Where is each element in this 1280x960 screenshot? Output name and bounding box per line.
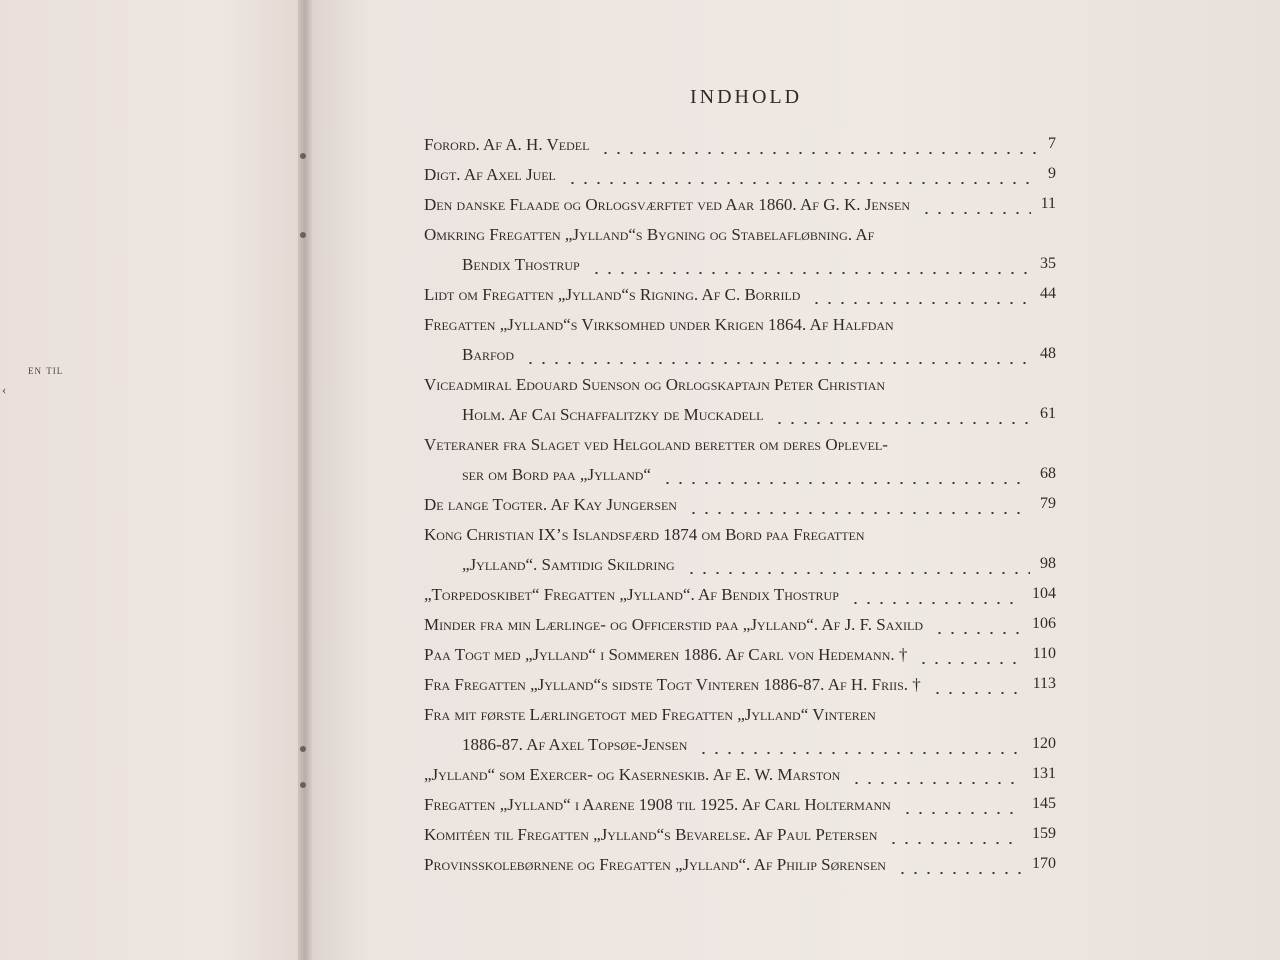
toc-entry-title: Holm. Af Cai Schaffalitzky de Muckadell <box>462 405 764 424</box>
toc-page-number: 7 <box>1048 135 1056 152</box>
toc-entry-title: De lange Togter. Af Kay Jungersen <box>424 495 677 514</box>
toc-entry-title: Paa Togt med „Jylland“ i Sommeren 1886. Af Carl von Hedemann. † <box>424 645 908 664</box>
toc-entry-continuation <box>462 555 1084 583</box>
toc-page-number: 44 <box>1040 285 1056 302</box>
toc-entry-title: Komitéen til Fregatten „Jylland“s Bevarelse. Af Paul Petersen <box>424 825 878 844</box>
leader-dots <box>773 422 1030 424</box>
toc-entry-title: Veteraner fra Slaget ved Helgoland beretter om deres Oplevel- <box>424 435 888 454</box>
leader-dots <box>896 872 1022 874</box>
toc-page-number: 159 <box>1032 825 1056 842</box>
toc-entry-title: Digt. Af Axel Juel <box>424 165 556 184</box>
binding-stitch <box>300 746 306 752</box>
toc-entry <box>424 435 1084 463</box>
toc-page-number: 131 <box>1032 765 1056 782</box>
toc-entry-title: Kong Christian IX’s Islandsfærd 1874 om Bord paa Fregatten <box>424 525 865 544</box>
toc-entry <box>424 195 1084 223</box>
toc-entry-title: Fra mit første Lærlingetogt med Fregatten „Jylland“ Vinteren <box>424 705 876 724</box>
toc-entry <box>424 165 1084 193</box>
toc-page-number: 113 <box>1032 675 1056 692</box>
toc-entry-title: Bendix Thostrup <box>462 255 580 274</box>
leader-dots <box>590 272 1030 274</box>
leader-dots <box>887 842 1022 844</box>
leader-dots <box>931 692 1023 694</box>
toc-entry <box>424 135 1084 163</box>
toc-page-number: 98 <box>1040 555 1056 572</box>
toc-entry <box>424 795 1084 823</box>
leader-dots <box>920 212 1031 214</box>
toc-page-number: 145 <box>1032 795 1056 812</box>
toc-entry <box>424 585 1084 613</box>
leader-dots <box>901 812 1022 814</box>
leader-dots <box>599 152 1038 154</box>
toc-entry <box>424 375 1084 403</box>
leader-dots <box>685 572 1030 574</box>
left-page-text-fragment <box>0 360 63 400</box>
toc-entry-continuation <box>462 255 1084 283</box>
toc-entry-continuation <box>462 735 1084 763</box>
toc-page-number: 104 <box>1032 585 1056 602</box>
left-page-fragment-line-1: en til <box>28 362 64 377</box>
toc-page-number: 79 <box>1040 495 1056 512</box>
toc-entry <box>424 675 1084 703</box>
toc-entry-title: Provinsskolebørnene og Fregatten „Jylland“. Af Philip Sørensen <box>424 855 886 874</box>
toc-entry <box>424 645 1084 673</box>
leader-dots <box>566 182 1038 184</box>
toc-entry <box>424 225 1084 253</box>
leader-dots <box>661 482 1030 484</box>
toc-entry-title: Fregatten „Jylland“ i Aarene 1908 til 1925. Af Carl Holtermann <box>424 795 891 814</box>
toc-entry <box>424 525 1084 553</box>
toc-page-number: 35 <box>1040 255 1056 272</box>
toc-entry <box>424 285 1084 313</box>
leader-dots <box>687 512 1030 514</box>
book-gutter <box>298 0 312 960</box>
toc-entry-title: Fra Fregatten „Jylland“s sidste Togt Vinteren 1886-87. Af H. Friis. † <box>424 675 921 694</box>
toc-entry-title: Forord. Af A. H. Vedel <box>424 135 590 154</box>
toc-entry-title: Fregatten „Jylland“s Virksomhed under Krigen 1864. Af Halfdan <box>424 315 894 334</box>
toc-entry <box>424 705 1084 733</box>
leader-dots <box>810 302 1030 304</box>
toc-entry-title: Barfod <box>462 345 515 364</box>
toc-entry-continuation <box>462 345 1084 373</box>
leader-dots <box>697 752 1022 754</box>
toc-entry <box>424 855 1084 883</box>
toc-page-number: 9 <box>1048 165 1056 182</box>
binding-stitch <box>300 232 306 238</box>
toc-entry <box>424 765 1084 793</box>
toc-page-number: 61 <box>1040 405 1056 422</box>
toc-page-number: 110 <box>1032 645 1056 662</box>
toc-entry <box>424 495 1084 523</box>
toc-page-number: 120 <box>1032 735 1056 752</box>
toc-page-number: 68 <box>1040 465 1056 482</box>
left-page-fragment-line-2: ‹ <box>2 382 8 397</box>
toc-entry-title: ser om Bord paa „Jylland“ <box>462 465 651 484</box>
left-page <box>0 0 310 960</box>
toc-entry-title: Omkring Fregatten „Jylland“s Bygning og Stabelafløbning. Af <box>424 225 875 244</box>
toc-entry-continuation <box>462 405 1084 433</box>
toc-entry <box>424 825 1084 853</box>
leader-dots <box>524 362 1030 364</box>
toc-entry-continuation <box>462 465 1084 493</box>
toc-page-number: 106 <box>1032 615 1056 632</box>
toc-page-number: 170 <box>1032 855 1056 872</box>
toc-entry <box>424 315 1084 343</box>
toc-entry-title: Lidt om Fregatten „Jylland“s Rigning. Af C. Borrild <box>424 285 801 304</box>
leader-dots <box>850 782 1022 784</box>
leader-dots <box>933 632 1022 634</box>
toc-entry-title: Minder fra min Lærlinge- og Officerstid paa „Jylland“. Af J. F. Saxild <box>424 615 924 634</box>
toc-page-number: 11 <box>1040 195 1056 212</box>
page-title: INDHOLD <box>690 86 803 108</box>
leader-dots <box>917 662 1023 664</box>
toc-entry-title: „Torpedoskibet“ Fregatten „Jylland“. Af Bendix Thostrup <box>424 585 839 604</box>
leader-dots <box>849 602 1022 604</box>
toc-entry-title: Viceadmiral Edouard Suenson og Orlogskaptajn Peter Christian <box>424 375 886 394</box>
toc-entry-title: „Jylland“ som Exercer- og Kaserneskib. Af E. W. Marston <box>424 765 841 784</box>
toc-entry-title: Den danske Flaade og Orlogsværftet ved Aar 1860. Af G. K. Jensen <box>424 195 911 214</box>
toc-entry-title: „Jylland“. Samtidig Skildring <box>462 555 675 574</box>
binding-stitch <box>300 782 306 788</box>
binding-stitch <box>300 153 306 159</box>
toc-entry <box>424 615 1084 643</box>
toc-entry-title: 1886-87. Af Axel Topsøe-Jensen <box>462 735 688 754</box>
toc-page-number: 48 <box>1040 345 1056 362</box>
